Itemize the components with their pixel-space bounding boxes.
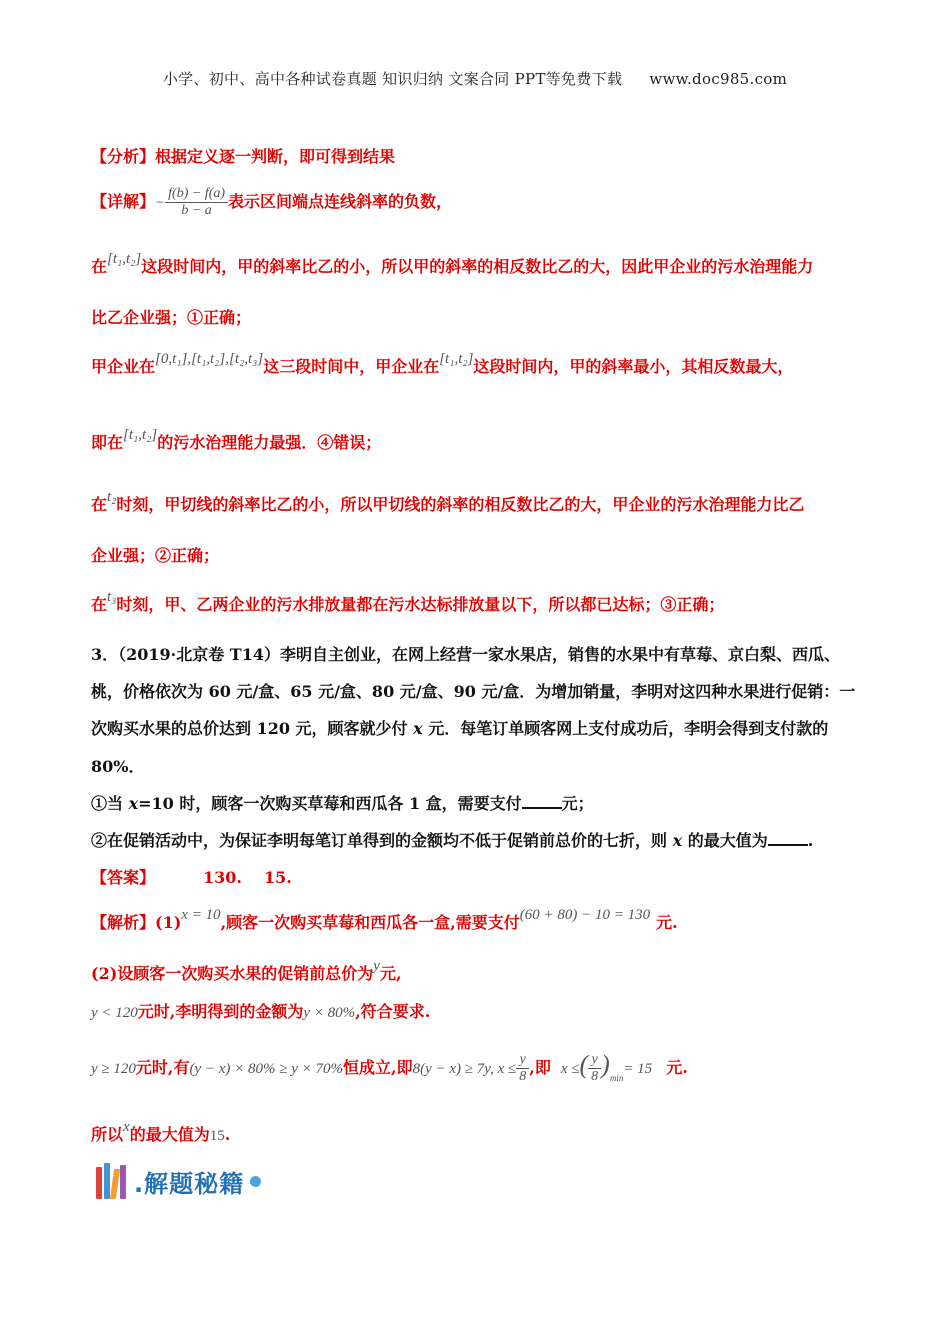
- p1-cont-text: 比乙企业强；①正确；: [91, 308, 252, 327]
- p2-cont-text: 的污水治理能力最强．④错误；: [157, 433, 382, 452]
- p2-text: 这段时间内，甲的斜率最小，其相反数最大，: [473, 357, 794, 376]
- solution-l4m2: (y − x) × 80% ≥ y × 70%: [189, 1061, 344, 1077]
- frac2-den: 8: [591, 1069, 599, 1084]
- section-title: .解题秘籍: [134, 1169, 245, 1198]
- solution-m2: (60 + 80) − 10 = 130: [519, 907, 651, 923]
- frac-denominator: b − a: [181, 203, 212, 218]
- solution-l3m: y < 120: [91, 1005, 138, 1021]
- p3-var: t₂: [107, 489, 117, 505]
- p4-line: [91, 589, 725, 617]
- solution-l4m3: 8(y − x) ≥ 7y, x ≤: [412, 1061, 517, 1077]
- solution-line5: [91, 1119, 231, 1147]
- q3-var-x: x: [413, 719, 423, 738]
- q3-s2b: 的最大值为: [682, 831, 768, 850]
- books-icon: [96, 1163, 128, 1199]
- fraction-y-over-8-min: [588, 1052, 601, 1085]
- p2-interval: [t₁,t₂]: [439, 351, 474, 367]
- p4-text: 时刻，甲、乙两企业的污水排放量都在污水达标排放量以下，所以都已达标；③正确；: [116, 595, 725, 614]
- solution-l5x: x: [123, 1119, 130, 1135]
- analysis-label: 【分析】: [91, 147, 156, 166]
- solution-line1: [91, 907, 678, 935]
- solution-l5a: 所以: [91, 1125, 124, 1144]
- slope-fraction: [165, 186, 228, 219]
- p1-cont: [91, 307, 251, 329]
- solution-l4m: y ≥ 120: [91, 1061, 136, 1077]
- solution-l4b: 恒成立,即: [343, 1058, 413, 1077]
- p4-pre: 在: [91, 595, 108, 614]
- solution-s2y: y: [373, 958, 380, 974]
- q3-s1c: 元；: [561, 794, 594, 813]
- solution-l3m2: y × 80%: [303, 1005, 356, 1021]
- p2-cont: [91, 427, 382, 455]
- answer-line: [91, 867, 292, 889]
- q3-s2c: .: [807, 831, 814, 850]
- solution-s2a: (2)设顾客一次购买水果的促销前总价为: [91, 964, 374, 983]
- p3-text: 时刻，甲切线的斜率比乙的小，所以甲切线的斜率的相反数比乙的大，甲企业的污水治理能力比乙: [116, 495, 805, 514]
- solution-line4: [91, 1045, 688, 1090]
- solution-s2b: 元,: [379, 964, 402, 983]
- solution-l5b: 的最大值为: [129, 1125, 210, 1144]
- frac-numerator: f(b) − f(a): [165, 186, 228, 203]
- solution-label: 【解析】(1): [91, 913, 182, 932]
- p1-interval: [t₁,t₂]: [107, 251, 142, 267]
- p3-pre: 在: [91, 495, 108, 514]
- solution-l4m5: = 15: [623, 1061, 653, 1077]
- q3-line4: [91, 756, 144, 778]
- p3-cont: [91, 545, 219, 567]
- solution-l5v: 15: [209, 1128, 225, 1144]
- p2-cont-pre: 即在: [91, 433, 124, 452]
- p1-pre: 在: [91, 257, 108, 276]
- q3-l3b: 元．每笔订单顾客网上支付成功后，李明会得到支付款的: [422, 719, 829, 738]
- fraction-y-over-8: [516, 1052, 529, 1085]
- frac1-den: 8: [519, 1069, 527, 1084]
- p1-text: 这段时间内，甲的斜率比乙的小，所以甲的斜率的相反数比乙的大，因此甲企业的污水治理能力: [141, 257, 814, 276]
- q3-l4: 80%．: [91, 757, 145, 776]
- q3-s1-var-x: x: [128, 794, 139, 813]
- solution-m1: x = 10: [181, 907, 221, 923]
- paren-close: ): [601, 1050, 610, 1079]
- solution-l5c: .: [224, 1125, 231, 1144]
- p2-line: [91, 351, 794, 379]
- answer-v2: 15.: [263, 868, 292, 887]
- p2-intervals: [0,t₁],[t₁,t₂],[t₂,t₃]: [155, 351, 264, 367]
- p2-mid: 这三段时间中，甲企业在: [263, 357, 440, 376]
- q3-sub1: [91, 793, 594, 815]
- solution-t2: 元.: [656, 913, 678, 932]
- detail-label: 【详解】: [91, 192, 156, 211]
- answer-v1: 130.: [203, 868, 242, 887]
- answer-blank-1: [522, 793, 562, 809]
- header-site: www.doc985.com: [649, 70, 788, 88]
- p3-line: [91, 489, 805, 517]
- p2-cont-interval: [t₁,t₂]: [123, 427, 158, 443]
- solution-l3b: ,符合要求.: [355, 1002, 431, 1021]
- solution-l4m4: x ≤: [560, 1061, 580, 1077]
- q3-s2a: ②在促销活动中，为保证李明每笔订单得到的金额均不低于促销前总价的七折，则: [91, 831, 673, 850]
- analysis-line: [91, 146, 395, 168]
- min-subscript: min: [609, 1073, 624, 1083]
- frac-sign: −: [155, 195, 166, 211]
- p3-cont-text: 企业强；②正确；: [91, 546, 220, 565]
- q3-s1b: =10 时，顾客一次购买草莓和西瓜各 1 盒，需要支付: [138, 794, 522, 813]
- answer-blank-2: [768, 830, 808, 846]
- detail-text: 表示区间端点连线斜率的负数，: [228, 192, 453, 211]
- dot-icon: [250, 1176, 261, 1187]
- q3-sub2: [91, 830, 813, 852]
- paren-open: (: [579, 1050, 589, 1079]
- q3-l2: 桃，价格依次为 60 元/盒、65 元/盒、80 元/盒、90 元/盒．为增加销量，李明对这四种水果进行促销：一: [91, 682, 856, 701]
- page-header: [0, 68, 950, 89]
- solution-t1: ,顾客一次购买草莓和西瓜各一盒,需要支付: [220, 913, 520, 932]
- header-text: 小学、初中、高中各种试卷真题 知识归纳 文案合同 PPT等免费下载: [162, 70, 623, 88]
- frac1-num: y: [516, 1052, 529, 1069]
- frac2-num: y: [588, 1052, 601, 1069]
- solution-l4c: ,即: [529, 1058, 551, 1077]
- p1-line: [91, 251, 814, 279]
- detail-line: [91, 182, 452, 223]
- q3-line2: [91, 681, 855, 703]
- q3-s2-var-x: x: [672, 831, 683, 850]
- analysis-text: 根据定义逐一判断，即可得到结果: [155, 147, 396, 166]
- q3-s1a: ①当: [91, 794, 129, 813]
- solution-l4d: 元.: [666, 1058, 688, 1077]
- solution-line2: [91, 958, 402, 986]
- solution-l4a: 元时,有: [135, 1058, 190, 1077]
- p4-var: t₃: [107, 589, 117, 605]
- q3-line3: [91, 718, 828, 740]
- q3-l3a: 次购买水果的总价达到 120 元，顾客就少付: [91, 719, 414, 738]
- solution-l3a: 元时,李明得到的金额为: [137, 1002, 304, 1021]
- section-logo: [96, 1161, 261, 1201]
- q3-l1: 3．（2019·北京卷 T14）李明自主创业，在网上经营一家水果店，销售的水果中有草莓、京白梨、西瓜、: [91, 645, 840, 664]
- p2-pre: 甲企业在: [91, 357, 156, 376]
- q3-line1: [91, 644, 840, 666]
- answer-label: 【答案】: [91, 868, 156, 887]
- solution-line3: [91, 1001, 430, 1024]
